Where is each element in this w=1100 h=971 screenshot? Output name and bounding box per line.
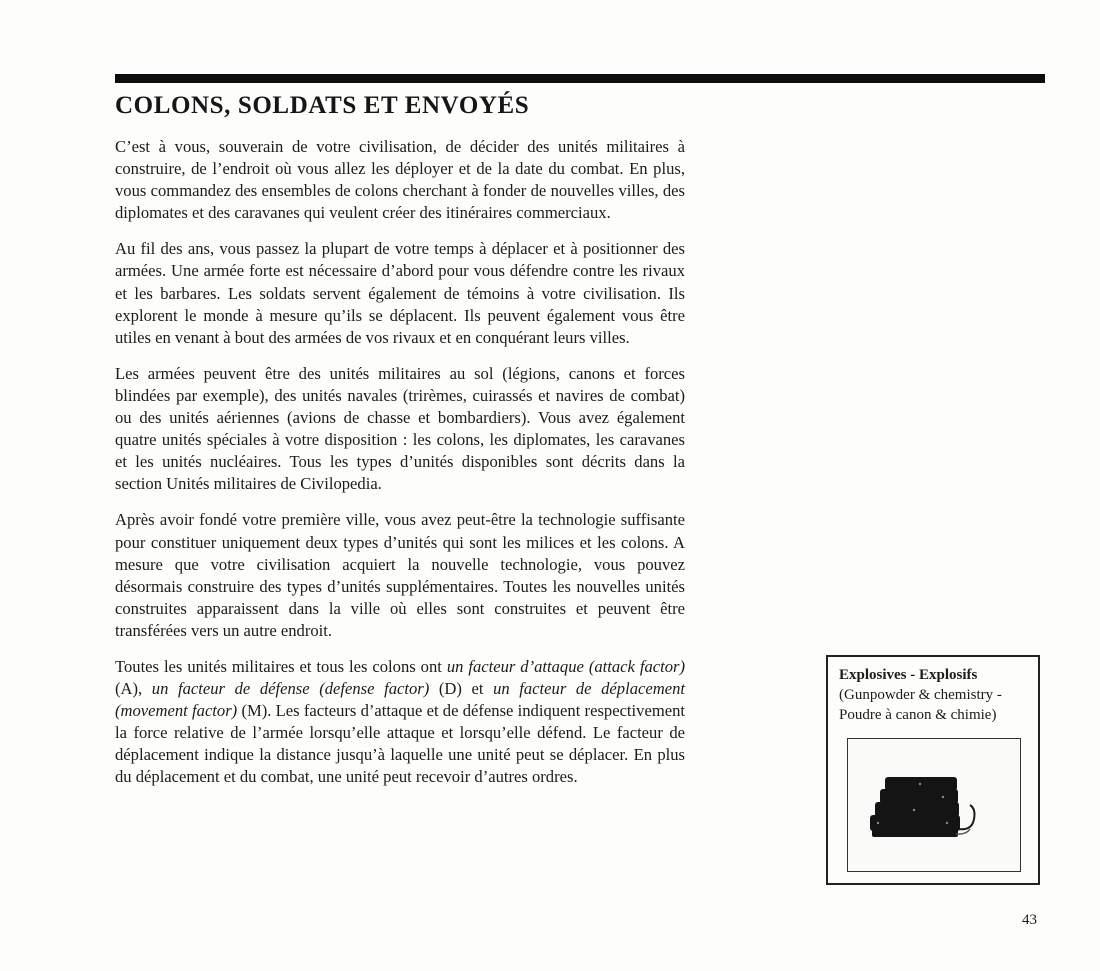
p5-text-4: (M). Les facteurs d’attaque et de défense indiquent respectivement la force relative de l’armée lorsqu’elle attaque et lorsqu’elle défend. Le facteur de déplacement indique la distance jusqu’à laquelle une unité peut se déplacer. En plus du déplacement et du combat, une unité peut recevoir d’autres ordres. bbox=[115, 701, 685, 787]
p5-text-2: (A), bbox=[115, 679, 152, 699]
illustration-frame bbox=[847, 738, 1021, 872]
page-number: 43 bbox=[1022, 912, 1037, 928]
paragraph-1: C’est à vous, souverain de votre civilisation, de décider des unités militaires à construire, de l’endroit où vous allez les déployer et de la date du combat. En plus, vous commandez des ensembles de colons cherchant à fonder de nouvelles villes, des diplomates et des caravanes qui veulent créer des itinéraires commerciaux. bbox=[115, 137, 685, 223]
attack-factor-term: un facteur d’attaque (attack factor) bbox=[446, 656, 685, 676]
p5-text-1: Toutes les unités militaires et tous les colons ont bbox=[115, 656, 447, 676]
sidebar-title: Explosives - Explosifs bbox=[839, 667, 978, 683]
paragraph-5 bbox=[115, 656, 685, 789]
dynamite-bundle-icon bbox=[848, 739, 1020, 871]
top-rule bbox=[115, 74, 1045, 83]
sidebar-subtitle: (Gunpowder & chemistry - Poudre à canon & chimie) bbox=[839, 687, 1002, 723]
paragraph-2: Au fil des ans, vous passez la plupart de votre temps à déplacer et à positionner des armées. Une armée forte est nécessaire d’abord pour vous défendre contre les rivaux et les barbares. Les soldats servent également de témoins à votre civilisation. Ils explorent le monde à mesure qu’ils se déplacent. Ils peuvent également vous être utiles en venant à bout des armées de vos rivaux et en conquérant leurs villes. bbox=[115, 239, 685, 347]
defense-factor-term: un facteur de défense (defense factor) bbox=[151, 679, 430, 699]
p5-text-3: (D) et bbox=[429, 679, 494, 699]
sidebar-box bbox=[826, 655, 1040, 885]
movement-factor-term: un facteur de déplacement (movement factor) bbox=[115, 679, 685, 721]
paragraph-3: Les armées peuvent être des unités militaires au sol (légions, canons et forces blindées par exemple), des unités navales (trirèmes, cuirassés et navires de combat) ou des unités aériennes (avions de chasse et bombardiers). Vous avez également quatre unités spéciales à votre disposition : les colons, les diplomates, les caravanes et les unités nucléaires. Tous les types d’unités disponibles sont décrits dans la section Unités militaires de Civilopedia. bbox=[115, 363, 685, 494]
body-text bbox=[115, 136, 685, 803]
page-heading: COLONS, SOLDATS ET ENVOYÉS bbox=[115, 92, 530, 119]
paragraph-4: Après avoir fondé votre première ville, vous avez peut-être la technologie suffisante pour constituer uniquement deux types d’unités qui sont les milices et les colons. A mesure que votre civilisation acquiert la nouvelle technologie, vous pouvez désormais construire des types d’unités supplémentaires. Toutes les nouvelles unités construites apparaissent dans la ville où elles sont construites et peuvent être transférées vers un autre endroit. bbox=[115, 510, 685, 640]
